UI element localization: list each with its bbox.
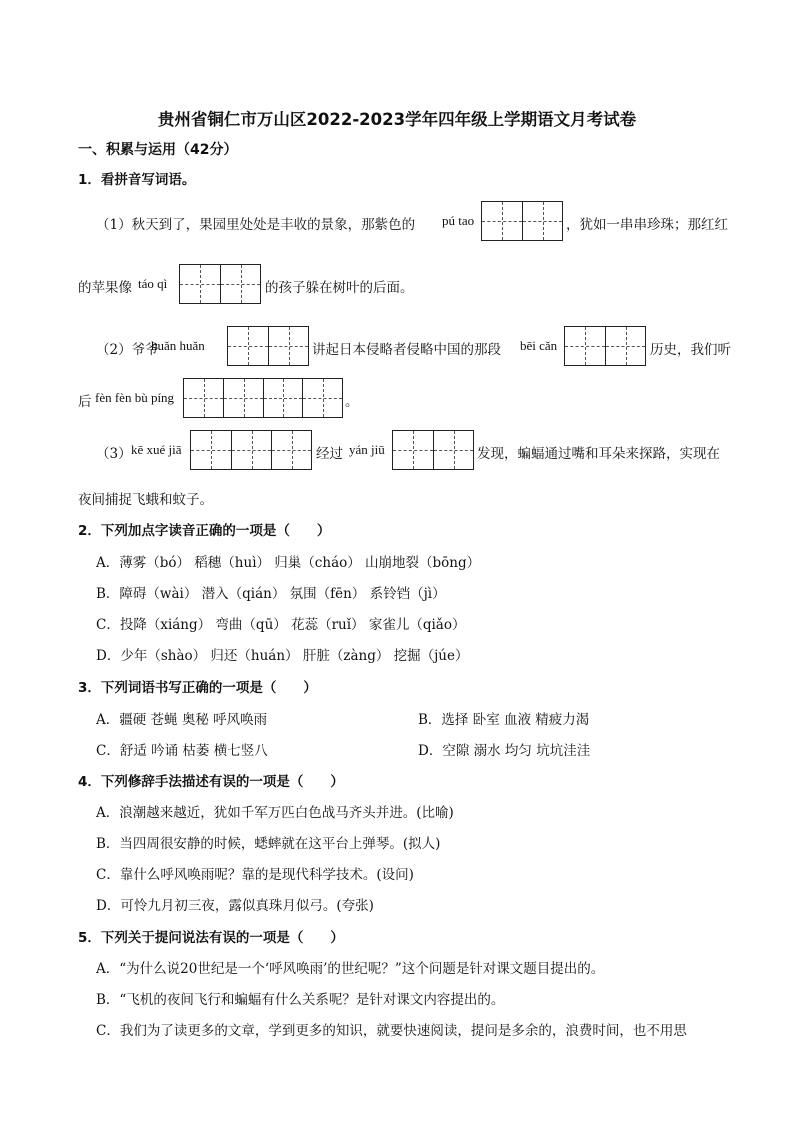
q2-option-c[interactable]: C．投降（xiáng） 弯曲（qū） 花蕊（ruǐ） 家雀儿（qiǎo） xyxy=(96,617,466,633)
q4-option-b[interactable]: B．当四周很安静的时候，蟋蟀就在这平台上弹琴。(拟人) xyxy=(96,836,441,852)
q1-line-1b: ，犹如一串串珍珠；那红红 xyxy=(566,217,728,233)
q1-line-4a: 后 xyxy=(78,394,92,410)
q2-option-b[interactable]: B．障碍（wài） 潜入（qián） 氛围（fēn） 系铃铛（jì） xyxy=(96,586,446,602)
q1-pinyin-fenfen: fèn fèn bù píng xyxy=(95,390,175,405)
q1-line-2b: 的孩子躲在树叶的后面。 xyxy=(265,280,414,296)
writing-grid-taoqi[interactable] xyxy=(179,264,261,304)
q1-line-5b: 经过 xyxy=(316,446,343,462)
question-5-stem: 5．下列关于提问说法有误的一项是（ ） xyxy=(78,930,344,946)
q1-line-3a: （2）爷爷 xyxy=(96,342,159,358)
q3-option-c[interactable]: C．舒适 吟诵 枯萎 横七竖八 xyxy=(96,743,268,759)
q1-line-6: 夜间捕捉飞蛾和蚊子。 xyxy=(78,492,213,508)
q1-line-4b: 。 xyxy=(345,394,359,410)
q1-pinyin-beican: bēi cǎn xyxy=(520,338,558,353)
q1-pinyin-taoqi: táo qì xyxy=(138,276,168,291)
q1-pinyin-huanhuan: huǎn huǎn xyxy=(151,338,205,353)
q2-option-d[interactable]: D．少年（shào） 归还（huán） 肝脏（zàng） 挖掘（júe） xyxy=(96,648,469,664)
q3-option-d[interactable]: D．空隙 溺水 均匀 坑坑洼洼 xyxy=(418,743,591,759)
writing-grid-kexuejia[interactable] xyxy=(190,430,312,470)
q1-line-5c: 发现，蝙蝠通过嘴和耳朵来探路，实现在 xyxy=(477,446,720,462)
writing-grid-putao[interactable] xyxy=(481,201,563,241)
q1-line-2a: 的苹果像 xyxy=(78,280,132,296)
q5-option-a[interactable]: A．“为什么说20世纪是一个‘呼风唤雨’的世纪呢？”这个问题是针对课文题目提出的。 xyxy=(96,961,605,977)
question-2-stem: 2．下列加点字读音正确的一项是（ ） xyxy=(78,523,331,539)
q2-option-a[interactable]: A．薄雾（bó） 稻穗（huì） 归巢（cháo） 山崩地裂（bōng） xyxy=(96,555,481,571)
q4-option-c[interactable]: C．靠什么呼风唤雨呢？靠的是现代科学技术。(设问) xyxy=(96,867,414,883)
q5-option-b[interactable]: B．“飞机的夜间飞行和蝙蝠有什么关系呢？是针对课文内容提出的。 xyxy=(96,992,505,1008)
q5-option-c[interactable]: C．我们为了读更多的文章，学到更多的知识，就要快速阅读，提问是多余的，浪费时间，也不用思 xyxy=(96,1023,687,1039)
q4-option-d[interactable]: D．可怜九月初三夜，露似真珠月似弓。(夸张) xyxy=(96,898,374,914)
q3-option-b[interactable]: B．选择 卧室 血液 精疲力渴 xyxy=(418,712,590,728)
q1-line-1a: （1）秋天到了，果园里处处是丰收的景象，那紫色的 xyxy=(96,217,416,233)
q1-pinyin-putao: pú tao xyxy=(442,213,475,228)
q1-line-3b: 讲起日本侵略者侵略中国的那段 xyxy=(312,342,501,358)
writing-grid-fenfenbuping[interactable] xyxy=(183,378,343,418)
q1-line-3c: 历史，我们听 xyxy=(650,342,731,358)
q1-pinyin-kexuejia: kē xué jiā xyxy=(131,442,182,457)
writing-grid-beican[interactable] xyxy=(564,326,646,366)
q3-option-a[interactable]: A．疆硬 苍蝇 奥秘 呼风唤雨 xyxy=(96,712,268,728)
q1-pinyin-yanjiu: yán jiū xyxy=(349,442,385,457)
q1-line-5a: （3） xyxy=(96,446,132,462)
section-heading: 一、积累与运用（42分） xyxy=(78,142,238,158)
question-4-stem: 4．下列修辞手法描述有误的一项是（ ） xyxy=(78,774,344,790)
q4-option-a[interactable]: A．浪潮越来越近，犹如千军万匹白色战马齐头并进。(比喻) xyxy=(96,805,454,821)
writing-grid-huanhuan[interactable] xyxy=(227,326,309,366)
question-1-stem: 1．看拼音写词语。 xyxy=(78,172,196,188)
writing-grid-yanjiu[interactable] xyxy=(392,430,474,470)
question-3-stem: 3．下列词语书写正确的一项是（ ） xyxy=(78,680,317,696)
page-title: 贵州省铜仁市万山区2022-2023学年四年级上学期语文月考试卷 xyxy=(157,110,637,129)
